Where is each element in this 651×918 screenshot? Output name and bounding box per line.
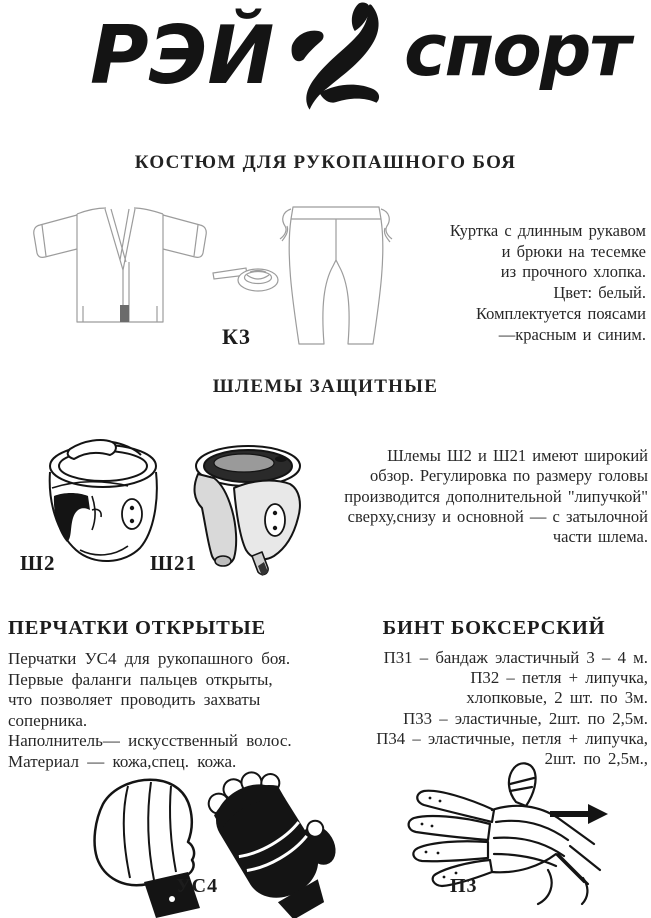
description-line: Цвет: белый. bbox=[553, 283, 646, 303]
bandage-model-label: П3 bbox=[450, 875, 478, 897]
belt-illustration bbox=[212, 260, 280, 296]
helmets-description bbox=[322, 446, 648, 547]
bandage-heading: БИНТ БОКСЕРСКИЙ bbox=[382, 617, 606, 639]
description-line: П34 – эластичные, петля + липучка, bbox=[376, 728, 648, 748]
gloves-heading: ПЕРЧАТКИ ОТКРЫТЫЕ bbox=[8, 617, 267, 639]
description-line: —красным и синим. bbox=[498, 324, 646, 344]
gloves-description bbox=[8, 649, 344, 772]
description-line: Материал — кожа,спец. кожа. bbox=[8, 751, 237, 771]
costume-description bbox=[384, 221, 646, 345]
helmet-sh2-label: Ш2 bbox=[20, 551, 56, 575]
description-line: и брюки на тесемке bbox=[501, 241, 646, 261]
description-line: П31 – бандаж эластичный 3 – 4 м. bbox=[383, 648, 648, 667]
description-line: 2шт. по 2,5м., bbox=[544, 749, 648, 769]
costume-heading: КОСТЮМ ДЛЯ РУКОПАШНОГО БОЯ bbox=[134, 152, 517, 173]
description-line: что позволяет проводить захваты bbox=[8, 690, 261, 709]
bandage-description bbox=[330, 648, 648, 769]
description-line: части шлема. bbox=[552, 527, 648, 547]
description-line: обзор. Регулировка по размеру головы bbox=[370, 466, 648, 486]
description-line: Перчатки УС4 для рукопашного боя. bbox=[8, 649, 291, 668]
pants-illustration bbox=[278, 202, 394, 350]
jacket-belt-tab bbox=[120, 305, 129, 322]
description-line: Шлемы Ш2 и Ш21 имеют широкий bbox=[387, 446, 648, 465]
gloves-model-label: УС4 bbox=[176, 875, 219, 897]
helmet-sh21-label: Ш21 bbox=[150, 551, 198, 575]
description-line: Первые фаланги пальцев открыты, bbox=[8, 669, 273, 689]
helmets-heading: ШЛЕМЫ ЗАЩИТНЫЕ bbox=[212, 376, 439, 397]
description-line: хлопковые, 2 шт. по 3м. bbox=[466, 688, 648, 708]
helmet-sh2-illustration bbox=[40, 436, 168, 568]
description-line: сверху,снизу и основной — с затылочной bbox=[347, 506, 648, 526]
helmet-sh21-illustration bbox=[178, 440, 314, 582]
hand-wrap-illustration bbox=[398, 758, 616, 908]
description-line: производится дополнительной "липучкой" bbox=[344, 486, 648, 506]
description-line: из прочного хлопка. bbox=[500, 262, 646, 282]
logo-text-sport: спорт bbox=[404, 8, 630, 92]
costume-model-label: К3 bbox=[222, 324, 251, 349]
description-line: П33 – эластичные, 2шт. по 2,5м. bbox=[403, 708, 648, 728]
description-line: Куртка с длинным рукавом bbox=[449, 221, 646, 240]
description-line: Наполнитель— искусственный волос. bbox=[8, 731, 292, 750]
martial-artist-kick-icon bbox=[286, 2, 404, 116]
description-line: соперника. bbox=[8, 710, 88, 730]
description-line: Комплектуется поясами bbox=[475, 303, 646, 323]
jacket-illustration bbox=[30, 204, 210, 330]
logo-text-ray: РЭЙ bbox=[90, 9, 275, 102]
wrap-direction-arrow-icon bbox=[550, 804, 608, 824]
description-line: П32 – петля + липучка, bbox=[470, 668, 648, 688]
